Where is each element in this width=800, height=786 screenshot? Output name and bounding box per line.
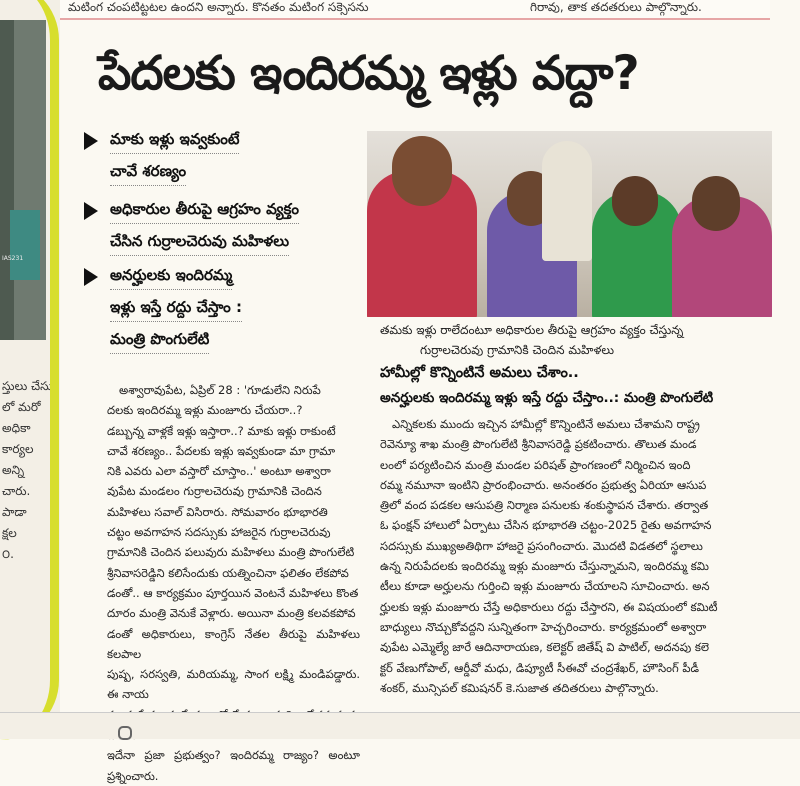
article-line: బాధ్యులు నొచ్చుకోవద్దని సున్నితంగా హెచ్చరించారు. కార్యక్రమంలో అశ్వారా [380,619,707,634]
top-band-left: మటింగ చంపటిట్టటల ఉందని అన్నారు. కొనతం మటింగ సక్సెసను [68,0,369,14]
news-photo [367,131,772,317]
article-line: అశ్వారావుపేట, ఏప్రిల్ 28 : 'గూడులేని నిరుపే [119,383,321,397]
article-line: రెవెన్యూ శాఖ మంత్రి పొంగులేటి శ్రీనివాసరెడ్డి ప్రకటించారు. తొలుత మండ [380,437,697,452]
top-band [60,0,770,20]
article-line: ఉన్న నిరుపేదలకు ఇందిరమ్మ ఇళ్లు మంజూరు చేస్తున్నామని, ఇందిరమ్మ కమి [380,559,709,574]
article-line: పుష్ప, సరస్వతి, మరియమ్మ, సాంగ లక్ష్మి మండిపడ్డారు. ఈ నాయ [107,667,360,702]
left-fragment: అన్ని [2,463,25,477]
article-line: చావే శరణ్యం.. పేదలకు ఇళ్లు ఇవ్వకుండా మా గ్రామా [107,443,336,458]
article-line: శంకర్, మున్సిపల్ కమిషనర్ కె.సుజాత తదితరులు పాల్గొన్నారు. [380,680,659,695]
article-line: మహిళలు సవాల్ విసిరారు. సోమవారం భూభారతి [107,504,328,519]
article-line: క్టర్ వేణుగోపాల్, ఆర్డీవో మధు, డిప్యూటీ సీఈవో చంద్రశేఖర్, హౌసింగ్ పీడీ [380,660,700,675]
left-fragment: కార్యల [2,442,34,456]
subhead-line: చేసిన గుర్రాలచెరువు మహిళలు [110,230,289,256]
section-title: హామీల్లో కొన్నింటినే అమలు చేశాం.. [380,365,579,381]
subhead-1 [110,128,370,186]
article-line: నికి ఎవరు ఎలా వస్తారో చూస్తాం..' అంటూ అశ్వారా [107,464,331,479]
subhead-2 [110,198,370,256]
subhead-line: ఇళ్లు ఇస్తే రద్దు చేస్తాం : [110,296,242,322]
decorative-arc [0,0,59,740]
subhead-3 [110,264,370,354]
bullet-arrow-icon [84,132,98,150]
article-line: సదస్సుకు ముఖ్యఅతిథిగా హాజరై ప్రసంగించారు. మొదటి విడతలో స్థలాలు [380,538,703,553]
article-line: శ్రీనివాసరెడ్డిని కలిసేందుకు యత్నించినా ఫలితం లేకపోవ [107,565,349,580]
article-line: టీలు కూడా అర్హులను గుర్తించి ఇళ్లు మంజూరు చేయాలని సూచించారు. అన [380,579,710,594]
photo-caption [380,320,770,360]
caption-line: తమకు ఇళ్లు రాలేదంటూ అధికారుల తీరుపై ఆగ్రహం వ్యక్తం చేస్తున్న [380,323,684,337]
article-line: వుపేట ఎమ్మెల్యే జారే ఆదినారాయణ, కలెక్టర్ జితేష్ వి పాటిల్, అదనపు కలె [380,640,709,655]
article-line: ర్హులకు ఇళ్లు మంజూరు చేస్తే అధికారులు రద్దు చేస్తారని, ఈ విషయంలో కమిటీ [380,599,718,614]
article-line: రమ్మ నమూనా ఇంటిని ప్రారంభించారు. అనంతరం ప్రభుత్వ ఏరియా ఆసుప [380,477,707,492]
article-line: దూరం మంత్రి వెనుకే వెళ్లారు. అయినా మంత్రి కలవకపోవ [107,606,356,621]
bullet-arrow-icon [84,268,98,286]
left-fragment: ౦. [2,547,14,561]
article-line: వుపేట మండలం గుర్రాలచెరువు గ్రామానికి చెందిన [107,484,322,499]
left-fragment: క్షల [2,526,17,540]
bullet-arrow-icon [84,202,98,220]
subhead-line: చావే శరణ్యం [110,160,186,186]
article-line: ఎన్నికలకు ముందు ఇచ్చిన హామీల్లో కొన్నింటినే అమలు చేశామని రాష్ట్ర [392,417,700,431]
headline: పేదలకు ఇందిరమ్మ ఇళ్లు వద్దా? [98,46,639,101]
left-fragment: అధికా [2,421,31,435]
article-line: డంతో.. ఆ కార్యక్రమం పూర్తయిన వెంటనే మహిళలు కొంత [107,585,359,600]
right-article-body [380,414,775,698]
article-line: చట్టం అవగాహన సదస్సుకు హాజరైన గుర్రాలచెరువు [107,525,331,540]
left-fragment: స్తులు చేసు [2,379,53,393]
article-line: దలకు ఇందిరమ్మ ఇళ్లు మంజూరు చేయరా..? [107,403,303,418]
article-line: డబ్బున్న వాళ్లకే ఇళ్లు ఇస్తారా..? మాకు ఇళ్లు రాకుంటే [107,423,336,438]
left-fragment: చారు. [2,484,31,498]
subhead-line: అధికారుల తీరుపై ఆగ్రహం వ్యక్తం [110,198,299,224]
left-fragment: పాడా [2,505,27,519]
left-fragment: లో మరో [2,400,41,414]
article-line: త్రిలో వంద పడకల ఆసుపత్రి నిర్మాణ పనులకు శంకుస్థాపన చేశారు. తర్వాత [380,498,709,513]
subhead-line: అనర్హులకు ఇందిరమ్మ [110,264,232,290]
article-line: లంలో పర్యటించిన మంత్రి మండల పరిషత్ ప్రాంగణంలో నిర్మించిన ఇంది [380,457,691,472]
subhead-line: మంత్రి పొంగులేటి [110,328,209,354]
section-subtitle: అనర్హులకు ఇందిరమ్మ ఇళ్లు ఇస్తే రద్దు చేస్తాం..: మంత్రి పొంగులేటి [380,390,714,406]
article-line: గ్రామానికి చెందిన పలువురు మహిళలు మంత్రి పొంగులేటి [107,545,355,560]
article-line: ఇదేనా ప్రజా ప్రభుత్వం? ఇందిరమ్మ రాజ్యం? అంటూ ప్రశ్నించారు. [107,748,360,783]
caption-line: గుర్రాలచెరువు గ్రామానికి చెందిన మహిళలు [420,343,614,357]
article-line: ఓ ఫంక్షన్ హాలులో ఏర్పాటు చేసిన భూభారతి చట్టం-2025 రైతు అవగాహన [380,518,712,533]
article-line: డంతో అధికారులు, కాంగ్రెస్ నేతల తీరుపై మహిళలు కలపాల [107,626,360,661]
subhead-line: మాకు ఇళ్లు ఇవ్వకుంటే [110,128,239,154]
photo-tag: IAS231 [2,255,24,262]
top-band-right: గిరావు, తాక తదతరులు పాల్గొన్నారు. [530,0,702,14]
